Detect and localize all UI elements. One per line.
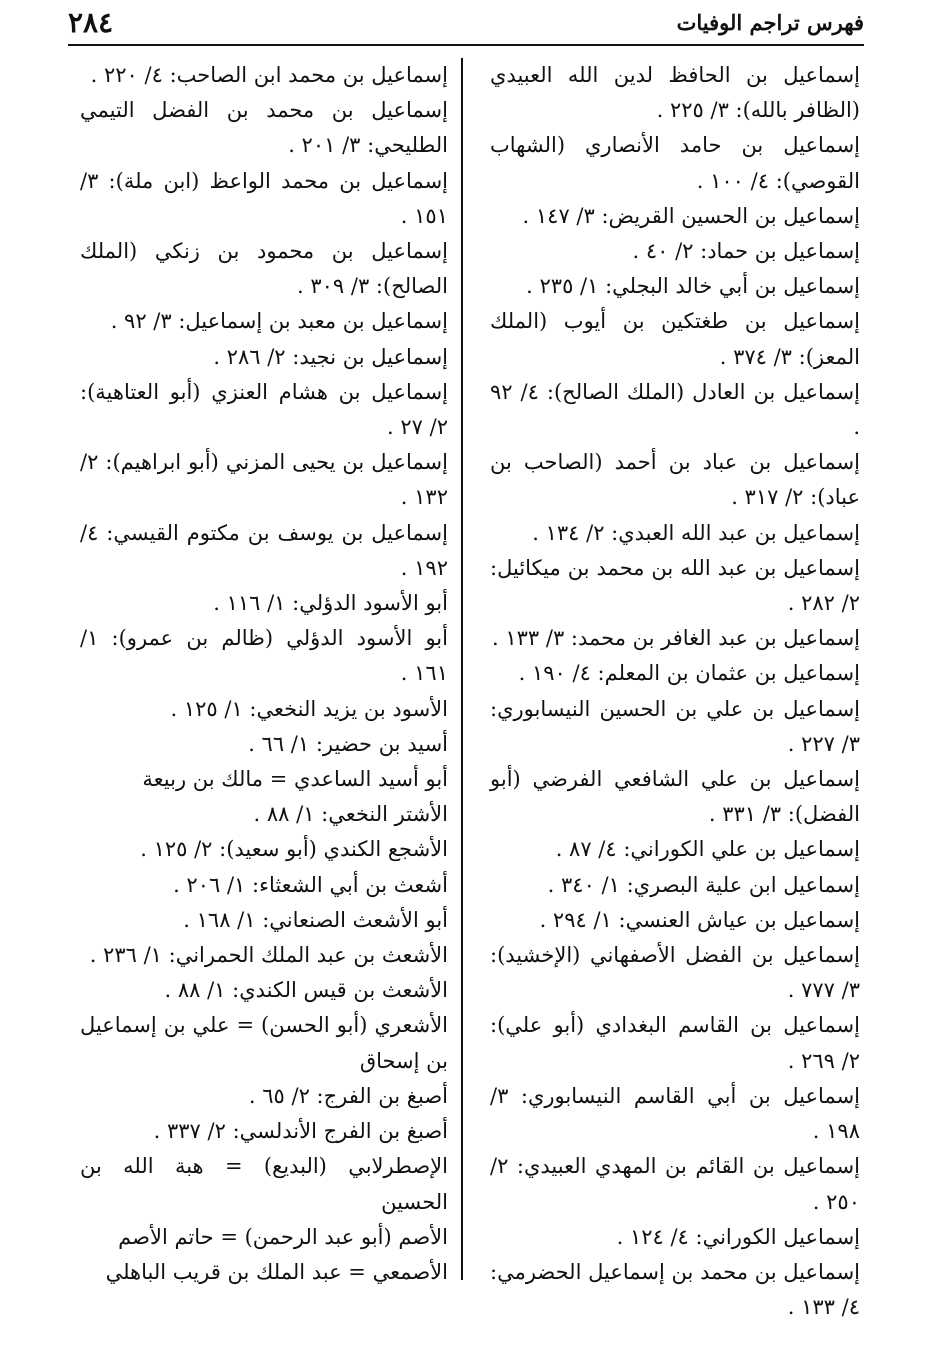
index-entry: أشعث بن أبي الشعثاء: ١/ ٢٠٦ .	[173, 872, 448, 897]
index-entry: إسماعيل بن يحيى المزني (أبو ابراهيم): ٢/ ١٣٢ .	[80, 450, 448, 510]
index-entry: إسماعيل بن عبد الله بن محمد بن ميكائيل: ٢/ ٢٨٢ .	[490, 555, 860, 616]
index-entry: إسماعيل بن عبد الله العبدي: ٢/ ١٣٤ .	[532, 520, 860, 545]
index-entry: أصبغ بن الفرج: ٢/ ٦٥ .	[248, 1083, 448, 1108]
index-entry: أسيد بن حضير: ١/ ٦٦ .	[248, 731, 448, 756]
index-entry: إسماعيل ابن علية البصري: ١/ ٣٤٠ .	[547, 872, 860, 897]
index-entry: إسماعيل بن نجيد: ٢/ ٢٨٦ .	[213, 344, 448, 369]
index-entry: إسماعيل الكوراني: ٤/ ١٢٤ .	[616, 1224, 860, 1249]
column-divider	[461, 58, 463, 1280]
page-header	[68, 4, 864, 40]
index-entry: الإصطرلابي (البديع) = هبة الله بن الحسين	[80, 1154, 448, 1214]
index-entry: إسماعيل بن الحسين القريض: ٣/ ١٤٧ .	[522, 203, 860, 228]
index-entry: إسماعيل بن محمد بن إسماعيل الحضرمي: ٤/ ١٣٣ .	[490, 1259, 860, 1320]
index-entry: إسماعيل بن محمد الواعظ (ابن ملة): ٣/ ١٥١ .	[80, 168, 448, 228]
page-number: ٢٨٤	[68, 5, 114, 39]
index-entry: إسماعيل بن أبي خالد البجلي: ١/ ٢٣٥ .	[526, 274, 860, 299]
index-entry: الأشعري (أبو الحسن) = علي بن إسماعيل بن إسحاق	[80, 1013, 448, 1073]
index-entry: إسماعيل بن علي الشافعي الفرضي (أبو الفضل): ٣/ ٣٣١ .	[490, 767, 860, 827]
index-entry: أبو أسيد الساعدي = مالك بن ربيعة	[142, 767, 448, 792]
index-entry: إسماعيل بن أبي القاسم النيسابوري: ٣/ ١٩٨ .	[490, 1083, 860, 1144]
index-entry: إسماعيل بن محمد ابن الصاحب: ٤/ ٢٢٠ .	[90, 63, 448, 87]
index-entry: الأشعث بن قيس الكندي: ١/ ٨٨ .	[164, 978, 448, 1003]
running-title: فهرس تراجم الوفيات	[676, 9, 864, 35]
index-entry: الأشجع الكندي (أبو سعيد): ٢/ ١٢٥ .	[140, 837, 448, 862]
index-entry: إسماعيل بن الحافظ لدين الله العبيدي (الظافر بالله): ٣/ ٢٢٥ .	[490, 63, 860, 123]
index-entry: إسماعيل بن عثمان بن المعلم: ٤/ ١٩٠ .	[518, 661, 860, 686]
index-entry: أبو الأشعث الصنعاني: ١/ ١٦٨ .	[183, 907, 448, 932]
index-entry: الأشتر النخعي: ١/ ٨٨ .	[253, 802, 448, 827]
index-entry: إسماعيل بن معبد بن إسماعيل: ٣/ ٩٢ .	[110, 309, 448, 334]
index-entry: إسماعيل بن عباد بن أحمد (الصاحب بن عباد): ٢/ ٣١٧ .	[490, 450, 860, 510]
index-entry: الأصمعي = عبد الملك بن قريب الباهلي	[105, 1259, 448, 1284]
index-entry: الأسود بن يزيد النخعي: ١/ ١٢٥ .	[170, 696, 448, 721]
index-entry: أصبغ بن الفرج الأندلسي: ٢/ ٣٣٧ .	[153, 1119, 448, 1144]
index-entry: إسماعيل بن علي الكوراني: ٤/ ٨٧ .	[555, 837, 860, 862]
index-entry: إسماعيل بن القاسم البغدادي (أبو علي): ٢/ ٢٦٩ .	[490, 1013, 860, 1073]
index-entry: أبو الأسود الدؤلي: ١/ ١١٦ .	[213, 591, 448, 616]
index-entry: إسماعيل بن الفضل الأصفهاني (الإخشيد): ٣/ ٧٧٧ .	[490, 943, 860, 1003]
index-entry: إسماعيل بن حامد الأنصاري (الشهاب القوصي): ٤/ ١٠٠ .	[490, 133, 860, 193]
index-entry: إسماعيل بن محمد بن الفضل التيمي الطليحي: ٣/ ٢٠١ .	[80, 98, 448, 158]
index-entry: إسماعيل بن محمود بن زنكي (الملك الصالح): ٣/ ٣٠٩ .	[80, 239, 448, 299]
index-entry: إسماعيل بن حماد: ٢/ ٤٠ .	[632, 239, 860, 264]
index-entry: إسماعيل بن العادل (الملك الصالح): ٤/ ٩٢ .	[490, 379, 860, 440]
index-entry: الأشعث بن عبد الملك الحمراني: ١/ ٢٣٦ .	[89, 943, 448, 968]
index-entry: الأصم (أبو عبد الرحمن) = حاتم الأصم	[118, 1224, 448, 1249]
index-entry: إسماعيل بن طغتكين بن أيوب (الملك المعز): ٣/ ٣٧٤ .	[490, 309, 860, 369]
index-entry: إسماعيل بن القائم بن المهدي العبيدي: ٢/ ٢٥٠ .	[490, 1154, 860, 1214]
index-entry: إسماعيل بن علي بن الحسين النيسابوري: ٣/ ٢٢٧ .	[490, 696, 860, 756]
header-rule	[68, 44, 864, 46]
index-column-right	[490, 58, 860, 1325]
index-entry: أبو الأسود الدؤلي (ظالم بن عمرو): ١/ ١٦١ .	[80, 626, 448, 686]
index-entry: إسماعيل بن هشام العنزي (أبو العتاهية): ٢/ ٢٧ .	[80, 379, 448, 440]
index-entry: إسماعيل بن يوسف بن مكتوم القيسي: ٤/ ١٩٢ .	[80, 520, 448, 580]
index-entry: إسماعيل بن عياش العنسي: ١/ ٢٩٤ .	[539, 907, 860, 932]
index-entry: إسماعيل بن عبد الغافر بن محمد: ٣/ ١٣٣ .	[491, 626, 860, 651]
index-column-left	[80, 58, 448, 1290]
